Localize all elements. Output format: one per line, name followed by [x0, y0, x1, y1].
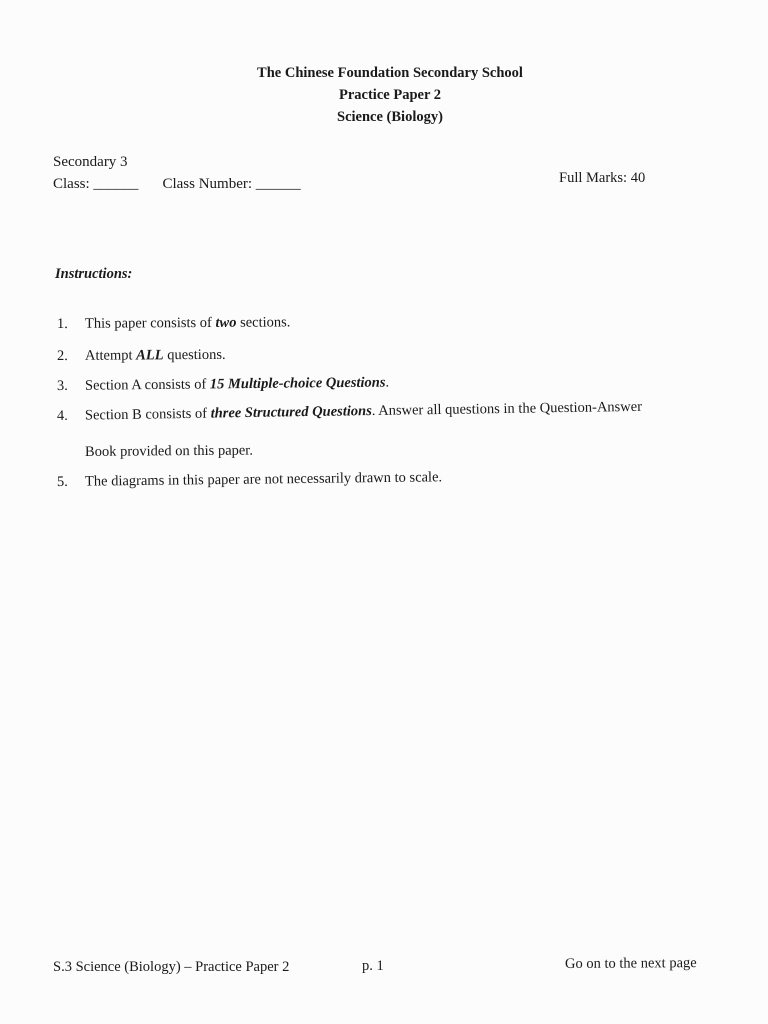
- instruction-text: .: [385, 374, 390, 391]
- instruction-item: [57, 375, 389, 395]
- instruction-item: [57, 399, 642, 425]
- instruction-number: 2.: [56, 347, 68, 364]
- instructions-heading: Instructions:: [55, 266, 133, 282]
- instruction-number: 4.: [56, 407, 68, 424]
- instruction-continuation: Book provided on this paper.: [84, 442, 254, 460]
- instruction-number: 5.: [56, 473, 68, 490]
- instruction-text: questions.: [163, 346, 226, 364]
- footer-paper-title: S.3 Science (Biology) – Practice Paper 2: [53, 959, 290, 975]
- instruction-text: The diagrams in this paper are not necessarily drawn to scale.: [84, 469, 443, 490]
- instruction-emphasis: 15 Multiple-choice Questions: [209, 374, 386, 393]
- subject-title: Science (Biology): [337, 109, 443, 125]
- instruction-text: Attempt: [84, 347, 137, 364]
- instruction-emphasis: two: [215, 314, 237, 331]
- instruction-text: This paper consists of: [84, 314, 216, 332]
- school-name: The Chinese Foundation Secondary School: [257, 65, 523, 81]
- paper-title: Practice Paper 2: [339, 87, 441, 103]
- class-number-field: Class Number: ______: [162, 176, 301, 192]
- instruction-emphasis: three Structured Questions: [210, 403, 372, 422]
- full-marks: Full Marks: 40: [559, 170, 646, 186]
- instruction-number: 3.: [56, 377, 68, 394]
- page-number: p. 1: [362, 958, 384, 974]
- instruction-item: [57, 314, 291, 333]
- instruction-text: . Answer all questions in the Question-Answer: [371, 398, 643, 420]
- class-info-row: [53, 176, 301, 193]
- instruction-text: sections.: [236, 314, 291, 331]
- instruction-item: [57, 347, 226, 365]
- instruction-number: 1.: [56, 315, 68, 332]
- paper-header: [0, 62, 768, 128]
- instruction-text: Section A consists of: [84, 376, 210, 394]
- instruction-emphasis: ALL: [136, 347, 164, 364]
- instruction-item: [57, 469, 442, 491]
- level-label: Secondary 3: [53, 154, 128, 170]
- class-field: Class: ______: [53, 176, 139, 192]
- next-page-note: Go on to the next page: [564, 955, 697, 972]
- instruction-text: Section B consists of: [84, 405, 211, 424]
